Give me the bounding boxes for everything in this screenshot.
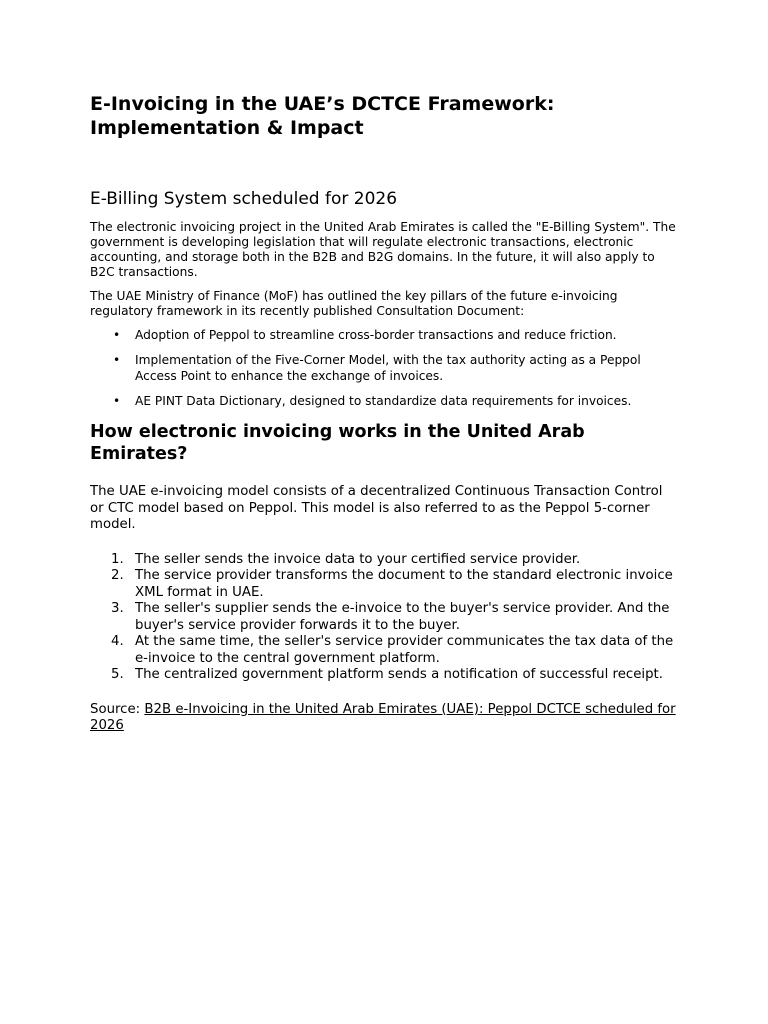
step-text: The seller's supplier sends the e-invoice to the buyer's service provider. And the buyer's service provider forwards it to the buyer. (135, 601, 670, 633)
document-title (90, 92, 678, 140)
source-label: Source: (90, 701, 145, 717)
paragraph-mof-pillars: The UAE Ministry of Finance (MoF) has outlined the key pillars of the future e-invoicing regulatory framework in its recently published Consultation Document: (90, 289, 618, 318)
process-steps-list (90, 552, 678, 684)
source-citation (90, 702, 678, 735)
pillars-bullet-list (90, 327, 678, 409)
step-item (111, 568, 678, 601)
step-text: The centralized government platform sends a notification of successful receipt. (135, 667, 663, 682)
bullet-item: • AE PINT Data Dictionary, designed to standardize data requirements for invoices. (135, 393, 678, 409)
step-item (111, 551, 678, 569)
step-number: 4. (111, 634, 124, 649)
bullet-item: • Implementation of the Five-Corner Model, with the tax authority acting as a Peppol Access Point to enhance the exchange of invoices. (135, 352, 678, 384)
step-text: The seller sends the invoice data to your certified service provider. (135, 551, 581, 567)
document-title-line2: Implementation & Impact (90, 117, 364, 139)
document-title-line1: E-Invoicing in the UAE’s DCTCE Framework: (90, 93, 555, 115)
source-link[interactable]: B2B e-Invoicing in the United Arab Emirates (UAE): Peppol DCTCE scheduled for 2026 (90, 701, 676, 733)
step-text: At the same time, the seller's service provider communicates the tax data of the e-invoice to the central government platform. (135, 634, 674, 666)
step-text: The service provider transforms the document to the standard electronic invoice XML format in UAE. (135, 568, 673, 600)
step-number: 1. (111, 551, 124, 567)
step-number: 2. (111, 568, 124, 583)
bullet-item: • Adoption of Peppol to streamline cross-border transactions and reduce friction. (135, 327, 678, 343)
paragraph-ctc-model: The UAE e-invoicing model consists of a decentralized Continuous Transaction Control or CTC model based on Peppol. This model is also referred to as the Peppol 5-corner model. (90, 484, 663, 532)
step-number: 5. (111, 667, 124, 682)
section-heading-how-it-works: How electronic invoicing works in the United Arab Emirates? (90, 422, 585, 464)
paragraph-e-billing-intro: The electronic invoicing project in the United Arab Emirates is called the "E-Billing System". The government is developing legislation that will regulate electronic transactions, electronic accounting, and storage both in the B2B and B2G domains. In the future, it will also apply to B2C transactions. (90, 220, 676, 279)
section-heading-e-billing: E-Billing System scheduled for 2026 (90, 189, 398, 209)
step-item (111, 601, 678, 634)
step-item (111, 634, 678, 667)
step-item (111, 667, 678, 684)
step-number: 3. (111, 601, 124, 616)
